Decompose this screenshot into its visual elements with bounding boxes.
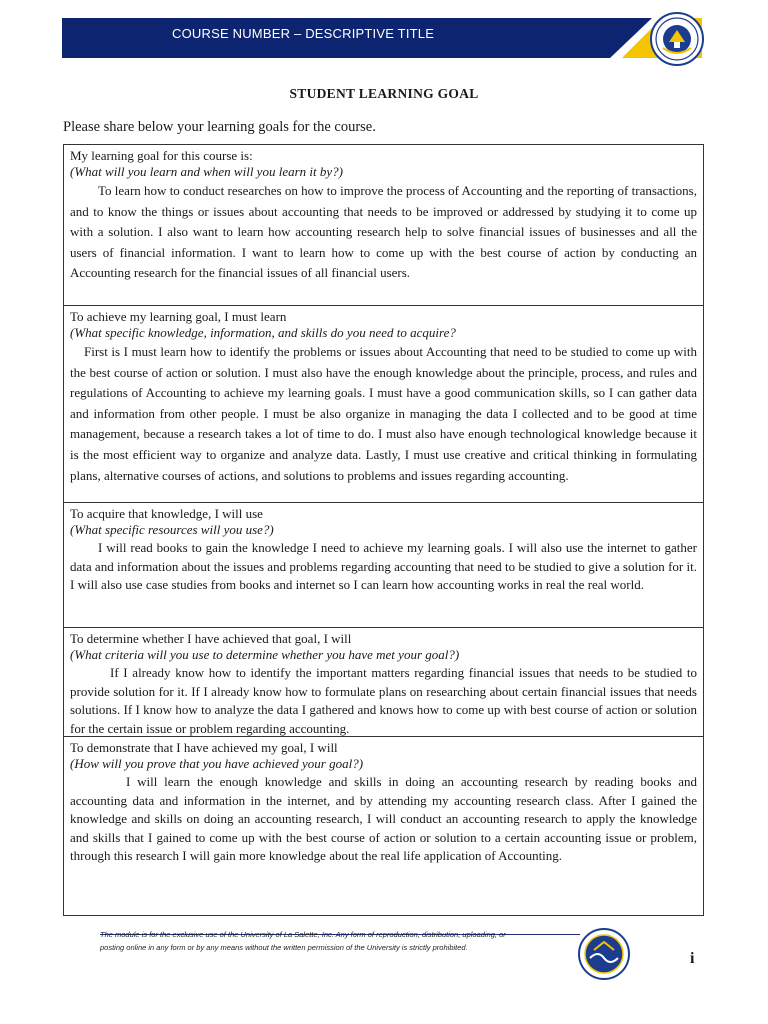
goal-answer bbox=[70, 342, 697, 486]
goal-answer bbox=[70, 539, 697, 595]
header-banner bbox=[62, 18, 702, 58]
goal-row-demonstrate bbox=[64, 737, 703, 915]
goal-label: To determine whether I have achieved that goal, I will bbox=[70, 631, 352, 646]
goal-label: My learning goal for this course is: bbox=[70, 148, 253, 163]
footer-notice bbox=[100, 928, 570, 954]
document-heading: STUDENT LEARNING GOAL bbox=[289, 86, 479, 101]
learning-goals-table bbox=[63, 144, 704, 916]
goal-answer-text: I will read books to gain the knowledge I need to achieve my learning goals. I will also use the internet to gather data and information about the issues and problems regarding accounting that need to be studied to give a solution for it. I will also use case studies from books and internet so I can learn how accounting works in real the real world. bbox=[70, 540, 697, 593]
goal-label: To achieve my learning goal, I must learn bbox=[70, 309, 287, 324]
course-title: COURSE NUMBER – DESCRIPTIVE TITLE bbox=[172, 26, 435, 41]
goal-answer-text: First is I must learn how to identify the problems or issues about Accounting that need to be studied to come up with the best course of action or solution. I must also have the enough knowledge about the principle, process, and rules and regulations of Accounting to achieve my learning goals. I must have a good communication skills, so I can gather data and information from other people. I must be also organize in managing the data I collected and to be good at time management, because a research takes a lot of time to do. I must also have enough technological knowledge because it is the most efficient way to organize and analyze data. Lastly, I must use creative and critical thinking in formulating plans, alternative courses of actions, and solutions to problems and issues regarding accounting. bbox=[70, 344, 697, 483]
goal-row-criteria bbox=[64, 628, 703, 737]
goal-answer-text: I will learn the enough knowledge and skills in doing an accounting research by reading books and accounting data and information in the internet, and by attending my accounting research class. After I gained the knowledge and skills on doing an accounting research, I will conduct an accounting research to apply the knowledge and skills that I gained to come up with the best course of action or solution to a certain accounting issue or problem, through this research I will gain more knowledge about the real life application of Accounting. bbox=[70, 774, 697, 864]
goal-answer bbox=[70, 664, 697, 738]
footer-seal-icon bbox=[578, 928, 630, 980]
goal-prompt: (What specific resources will you use?) bbox=[70, 522, 274, 537]
goal-row-resources bbox=[64, 503, 703, 628]
goal-label: To acquire that knowledge, I will use bbox=[70, 506, 263, 521]
goal-prompt: (What criteria will you use to determine whether you have met your goal?) bbox=[70, 647, 460, 662]
goal-prompt: (How will you prove that you have achieved your goal?) bbox=[70, 756, 364, 771]
instruction-text: Please share below your learning goals for the course. bbox=[63, 119, 376, 135]
goal-row-learning-goal bbox=[64, 145, 703, 306]
goal-prompt: (What specific knowledge, information, and skills do you need to acquire? bbox=[70, 325, 456, 340]
footer-notice-line-1: The module is for the exclusive use of the University of La Salette, Inc. Any form of reproduction, distribution, uploading, or bbox=[100, 930, 506, 939]
goal-answer-text: To learn how to conduct researches on how to improve the process of Accounting and the reporting of transactions, and to know the things or issues about accounting that needs to be improved or addressed by studying it to come up with a solution. I also want to learn how accounting research help to solve financial issues of businesses and all the users of financial information. I want to learn how to come up with the best course of action by conducting an Accounting research for the financial issues of all financial users. bbox=[70, 183, 697, 281]
goal-row-must-learn bbox=[64, 306, 703, 503]
goal-label: To demonstrate that I have achieved my goal, I will bbox=[70, 740, 338, 755]
goal-answer bbox=[70, 773, 697, 866]
page-number: i bbox=[690, 950, 695, 967]
goal-answer-text: If I already know how to identify the important matters regarding financial issues that needs to be studied to provide solution for it. If I already know how to formulate plans on researching about certain financial issues that needs solutions. If I know how to analyze the data I gathered and knows how to come up with best course of action or solution for the certain issue or problem regarding accounting. bbox=[70, 665, 697, 736]
university-seal-icon bbox=[650, 12, 704, 66]
goal-prompt: (What will you learn and when will you learn it by?) bbox=[70, 164, 343, 179]
footer-notice-line-2: posting online in any form or by any means without the written permission of the University is strictly prohibited. bbox=[100, 943, 468, 952]
goal-answer bbox=[70, 181, 697, 284]
